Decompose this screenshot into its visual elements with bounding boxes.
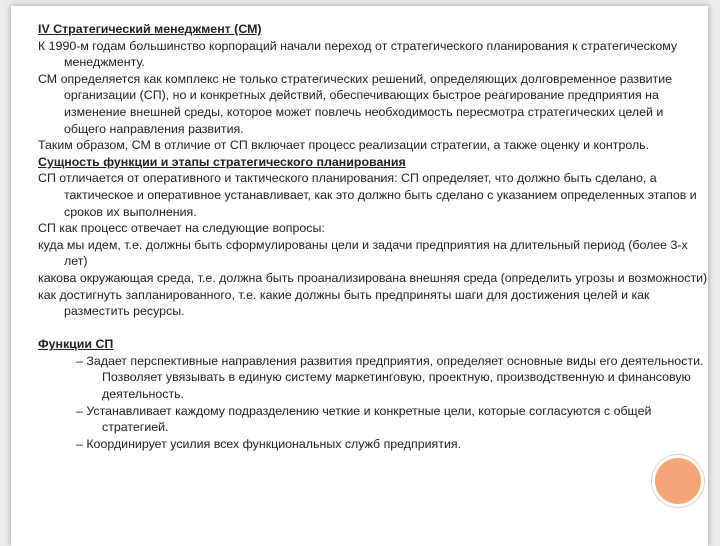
slide-text (38, 21, 708, 452)
function-item: – Устанавливает каждому подразделению четкие и конкретные цели, которые согласуются с общей стратегией. (76, 403, 652, 435)
function-item: – Координирует усилия всех функциональных служб предприятия. (76, 436, 462, 451)
function-item: – Задает перспективные направления развития предприятия, определяет основные виды его деятельности. Позволяет увязывать в единую систему маркетинговую, проектную, производственную и финансовую деятельность. (76, 353, 704, 402)
question-item: какова окружающая среда, т.е. должна быть проанализирована внешняя среда (определить угрозы и возможности) (38, 270, 708, 285)
question-item: куда мы идем, т.е. должны быть сформулированы цели и задачи предприятия на длительный период (более 3-х лет) (38, 237, 688, 269)
paragraph: Таким образом, СМ в отличие от СП включает процесс реализации стратегии, а также оценку и контроль. (38, 138, 650, 153)
decorative-circle (652, 455, 704, 507)
paragraph: СП как процесс отвечает на следующие вопросы: (38, 221, 325, 236)
paragraph: СМ определяется как комплекс не только стратегических решений, определяющих долговременное развитие организации (СП), но и конкретных действий, обеспечивающих быстрое реагирование предприятия на изменение внешней среды, которое может повлечь необходимость пересмотра стратегических целей и общего направления развития. (38, 71, 673, 136)
section-heading: Функции СП (38, 337, 114, 352)
paragraph: СП отличается от оперативного и тактического планирования: СП определяет, что должно быть сделано, а тактическое и оперативное устанавливает, как это должно быть сделано с указанием определенных этапов и сроков их выполнения. (38, 171, 697, 219)
section-heading: Сущность функции и этапы стратегического планирования (38, 154, 406, 169)
slide-card (11, 6, 708, 546)
paragraph: К 1990-м годам большинство корпораций начали переход от стратегического планирования к стратегическому менеджменту. (38, 38, 678, 70)
spacer (38, 320, 708, 337)
slide-title: IV Стратегический менеджмент (СМ) (38, 22, 262, 36)
question-item: как достигнуть запланированного, т.е. какие должны быть предприняты шаги для достижения целей и как разместить ресурсы. (38, 287, 650, 319)
